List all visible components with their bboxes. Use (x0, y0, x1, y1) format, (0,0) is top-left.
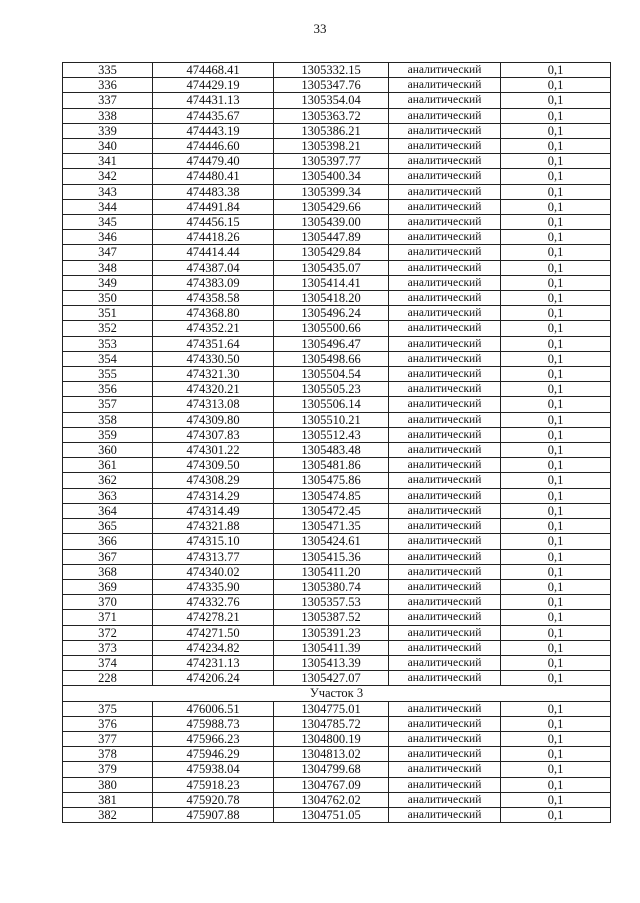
method-cell: аналитический (389, 595, 501, 610)
method-cell: аналитический (389, 336, 501, 351)
point-number-cell: 352 (63, 321, 153, 336)
table-row (63, 260, 611, 275)
coordinates-table (62, 62, 611, 823)
x-coordinate-cell: 474321.88 (153, 519, 274, 534)
y-coordinate-cell: 1304799.68 (274, 762, 389, 777)
y-coordinate-cell: 1305380.74 (274, 579, 389, 594)
method-cell: аналитический (389, 412, 501, 427)
accuracy-cell: 0,1 (501, 777, 611, 792)
method-cell: аналитический (389, 747, 501, 762)
table-row (63, 412, 611, 427)
point-number-cell: 376 (63, 716, 153, 731)
method-cell: аналитический (389, 701, 501, 716)
accuracy-cell: 0,1 (501, 519, 611, 534)
point-number-cell: 365 (63, 519, 153, 534)
table-row (63, 610, 611, 625)
accuracy-cell: 0,1 (501, 792, 611, 807)
x-coordinate-cell: 475946.29 (153, 747, 274, 762)
method-cell: аналитический (389, 78, 501, 93)
table-row (63, 397, 611, 412)
x-coordinate-cell: 474307.83 (153, 427, 274, 442)
accuracy-cell: 0,1 (501, 640, 611, 655)
method-cell: аналитический (389, 762, 501, 777)
accuracy-cell: 0,1 (501, 625, 611, 640)
y-coordinate-cell: 1305435.07 (274, 260, 389, 275)
table-row (63, 488, 611, 503)
point-number-cell: 361 (63, 458, 153, 473)
table-row (63, 807, 611, 822)
y-coordinate-cell: 1305510.21 (274, 412, 389, 427)
point-number-cell: 350 (63, 291, 153, 306)
table-row (63, 336, 611, 351)
method-cell: аналитический (389, 655, 501, 670)
x-coordinate-cell: 474387.04 (153, 260, 274, 275)
y-coordinate-cell: 1305474.85 (274, 488, 389, 503)
accuracy-cell: 0,1 (501, 306, 611, 321)
point-number-cell: 363 (63, 488, 153, 503)
x-coordinate-cell: 474446.60 (153, 139, 274, 154)
table-row (63, 230, 611, 245)
method-cell: аналитический (389, 108, 501, 123)
method-cell: аналитический (389, 549, 501, 564)
method-cell: аналитический (389, 640, 501, 655)
accuracy-cell: 0,1 (501, 108, 611, 123)
accuracy-cell: 0,1 (501, 123, 611, 138)
table-row (63, 199, 611, 214)
y-coordinate-cell: 1305472.45 (274, 503, 389, 518)
table-row (63, 275, 611, 290)
method-cell: аналитический (389, 169, 501, 184)
table-row (63, 701, 611, 716)
method-cell: аналитический (389, 306, 501, 321)
y-coordinate-cell: 1305483.48 (274, 443, 389, 458)
x-coordinate-cell: 474352.21 (153, 321, 274, 336)
x-coordinate-cell: 475988.73 (153, 716, 274, 731)
method-cell: аналитический (389, 351, 501, 366)
table-row (63, 108, 611, 123)
y-coordinate-cell: 1305397.77 (274, 154, 389, 169)
method-cell: аналитический (389, 564, 501, 579)
method-cell: аналитический (389, 260, 501, 275)
table-row (63, 747, 611, 762)
y-coordinate-cell: 1305475.86 (274, 473, 389, 488)
method-cell: аналитический (389, 230, 501, 245)
x-coordinate-cell: 474308.29 (153, 473, 274, 488)
x-coordinate-cell: 475918.23 (153, 777, 274, 792)
accuracy-cell: 0,1 (501, 473, 611, 488)
y-coordinate-cell: 1305386.21 (274, 123, 389, 138)
accuracy-cell: 0,1 (501, 275, 611, 290)
accuracy-cell: 0,1 (501, 427, 611, 442)
accuracy-cell: 0,1 (501, 579, 611, 594)
x-coordinate-cell: 474443.19 (153, 123, 274, 138)
point-number-cell: 344 (63, 199, 153, 214)
method-cell: аналитический (389, 245, 501, 260)
accuracy-cell: 0,1 (501, 184, 611, 199)
y-coordinate-cell: 1305429.84 (274, 245, 389, 260)
table-row (63, 564, 611, 579)
table-row (63, 215, 611, 230)
accuracy-cell: 0,1 (501, 78, 611, 93)
method-cell: аналитический (389, 503, 501, 518)
table-row (63, 625, 611, 640)
accuracy-cell: 0,1 (501, 154, 611, 169)
method-cell: аналитический (389, 63, 501, 78)
point-number-cell: 347 (63, 245, 153, 260)
table-row (63, 671, 611, 686)
method-cell: аналитический (389, 731, 501, 746)
x-coordinate-cell: 475966.23 (153, 731, 274, 746)
y-coordinate-cell: 1305354.04 (274, 93, 389, 108)
x-coordinate-cell: 474332.76 (153, 595, 274, 610)
point-number-cell: 338 (63, 108, 153, 123)
point-number-cell: 362 (63, 473, 153, 488)
y-coordinate-cell: 1305411.20 (274, 564, 389, 579)
method-cell: аналитический (389, 610, 501, 625)
y-coordinate-cell: 1305363.72 (274, 108, 389, 123)
point-number-cell: 353 (63, 336, 153, 351)
x-coordinate-cell: 474435.67 (153, 108, 274, 123)
y-coordinate-cell: 1305332.15 (274, 63, 389, 78)
accuracy-cell: 0,1 (501, 336, 611, 351)
accuracy-cell: 0,1 (501, 351, 611, 366)
point-number-cell: 364 (63, 503, 153, 518)
y-coordinate-cell: 1305506.14 (274, 397, 389, 412)
table-row (63, 154, 611, 169)
table-row (63, 184, 611, 199)
x-coordinate-cell: 474234.82 (153, 640, 274, 655)
table-row (63, 579, 611, 594)
x-coordinate-cell: 474456.15 (153, 215, 274, 230)
method-cell: аналитический (389, 397, 501, 412)
method-cell: аналитический (389, 427, 501, 442)
y-coordinate-cell: 1305387.52 (274, 610, 389, 625)
x-coordinate-cell: 474271.50 (153, 625, 274, 640)
method-cell: аналитический (389, 488, 501, 503)
point-number-cell: 346 (63, 230, 153, 245)
accuracy-cell: 0,1 (501, 595, 611, 610)
y-coordinate-cell: 1304775.01 (274, 701, 389, 716)
x-coordinate-cell: 474206.24 (153, 671, 274, 686)
table-row (63, 306, 611, 321)
y-coordinate-cell: 1305429.66 (274, 199, 389, 214)
table-row (63, 503, 611, 518)
y-coordinate-cell: 1305471.35 (274, 519, 389, 534)
y-coordinate-cell: 1304762.02 (274, 792, 389, 807)
table-row (63, 762, 611, 777)
x-coordinate-cell: 475920.78 (153, 792, 274, 807)
accuracy-cell: 0,1 (501, 260, 611, 275)
accuracy-cell: 0,1 (501, 139, 611, 154)
method-cell: аналитический (389, 671, 501, 686)
y-coordinate-cell: 1304751.05 (274, 807, 389, 822)
method-cell: аналитический (389, 321, 501, 336)
y-coordinate-cell: 1305399.34 (274, 184, 389, 199)
y-coordinate-cell: 1305400.34 (274, 169, 389, 184)
accuracy-cell: 0,1 (501, 93, 611, 108)
table-row (63, 731, 611, 746)
x-coordinate-cell: 474483.38 (153, 184, 274, 199)
y-coordinate-cell: 1305391.23 (274, 625, 389, 640)
point-number-cell: 337 (63, 93, 153, 108)
point-number-cell: 356 (63, 382, 153, 397)
accuracy-cell: 0,1 (501, 230, 611, 245)
x-coordinate-cell: 474358.58 (153, 291, 274, 306)
point-number-cell: 351 (63, 306, 153, 321)
method-cell: аналитический (389, 792, 501, 807)
accuracy-cell: 0,1 (501, 534, 611, 549)
point-number-cell: 382 (63, 807, 153, 822)
table-row (63, 777, 611, 792)
x-coordinate-cell: 475938.04 (153, 762, 274, 777)
point-number-cell: 366 (63, 534, 153, 549)
point-number-cell: 368 (63, 564, 153, 579)
table-row (63, 427, 611, 442)
y-coordinate-cell: 1305398.21 (274, 139, 389, 154)
accuracy-cell: 0,1 (501, 807, 611, 822)
accuracy-cell: 0,1 (501, 215, 611, 230)
x-coordinate-cell: 474418.26 (153, 230, 274, 245)
point-number-cell: 372 (63, 625, 153, 640)
method-cell: аналитический (389, 443, 501, 458)
y-coordinate-cell: 1305500.66 (274, 321, 389, 336)
point-number-cell: 375 (63, 701, 153, 716)
method-cell: аналитический (389, 184, 501, 199)
x-coordinate-cell: 474480.41 (153, 169, 274, 184)
x-coordinate-cell: 474431.13 (153, 93, 274, 108)
table-row (63, 655, 611, 670)
point-number-cell: 357 (63, 397, 153, 412)
x-coordinate-cell: 474340.02 (153, 564, 274, 579)
accuracy-cell: 0,1 (501, 549, 611, 564)
point-number-cell: 343 (63, 184, 153, 199)
table-row (63, 640, 611, 655)
x-coordinate-cell: 474309.80 (153, 412, 274, 427)
point-number-cell: 354 (63, 351, 153, 366)
point-number-cell: 374 (63, 655, 153, 670)
method-cell: аналитический (389, 93, 501, 108)
accuracy-cell: 0,1 (501, 199, 611, 214)
accuracy-cell: 0,1 (501, 716, 611, 731)
y-coordinate-cell: 1305357.53 (274, 595, 389, 610)
method-cell: аналитический (389, 458, 501, 473)
x-coordinate-cell: 474231.13 (153, 655, 274, 670)
table-row (63, 792, 611, 807)
x-coordinate-cell: 476006.51 (153, 701, 274, 716)
y-coordinate-cell: 1305496.24 (274, 306, 389, 321)
method-cell: аналитический (389, 367, 501, 382)
method-cell: аналитический (389, 382, 501, 397)
point-number-cell: 371 (63, 610, 153, 625)
y-coordinate-cell: 1305505.23 (274, 382, 389, 397)
point-number-cell: 369 (63, 579, 153, 594)
method-cell: аналитический (389, 579, 501, 594)
method-cell: аналитический (389, 291, 501, 306)
table-row (63, 595, 611, 610)
y-coordinate-cell: 1305498.66 (274, 351, 389, 366)
table-row (63, 351, 611, 366)
method-cell: аналитический (389, 716, 501, 731)
accuracy-cell: 0,1 (501, 731, 611, 746)
method-cell: аналитический (389, 275, 501, 290)
point-number-cell: 359 (63, 427, 153, 442)
method-cell: аналитический (389, 139, 501, 154)
point-number-cell: 355 (63, 367, 153, 382)
point-number-cell: 339 (63, 123, 153, 138)
accuracy-cell: 0,1 (501, 671, 611, 686)
method-cell: аналитический (389, 519, 501, 534)
table-row (63, 443, 611, 458)
point-number-cell: 228 (63, 671, 153, 686)
y-coordinate-cell: 1305504.54 (274, 367, 389, 382)
x-coordinate-cell: 474321.30 (153, 367, 274, 382)
accuracy-cell: 0,1 (501, 458, 611, 473)
table-row (63, 367, 611, 382)
table-row (63, 716, 611, 731)
y-coordinate-cell: 1305427.07 (274, 671, 389, 686)
table-row (63, 534, 611, 549)
table-row (63, 473, 611, 488)
section-row (63, 686, 611, 701)
x-coordinate-cell: 474313.77 (153, 549, 274, 564)
accuracy-cell: 0,1 (501, 169, 611, 184)
y-coordinate-cell: 1305418.20 (274, 291, 389, 306)
accuracy-cell: 0,1 (501, 701, 611, 716)
y-coordinate-cell: 1305439.00 (274, 215, 389, 230)
accuracy-cell: 0,1 (501, 63, 611, 78)
accuracy-cell: 0,1 (501, 564, 611, 579)
table-row (63, 321, 611, 336)
y-coordinate-cell: 1305414.41 (274, 275, 389, 290)
x-coordinate-cell: 474309.50 (153, 458, 274, 473)
point-number-cell: 381 (63, 792, 153, 807)
method-cell: аналитический (389, 123, 501, 138)
point-number-cell: 342 (63, 169, 153, 184)
table-row (63, 519, 611, 534)
accuracy-cell: 0,1 (501, 747, 611, 762)
x-coordinate-cell: 474368.80 (153, 306, 274, 321)
point-number-cell: 335 (63, 63, 153, 78)
x-coordinate-cell: 474491.84 (153, 199, 274, 214)
accuracy-cell: 0,1 (501, 443, 611, 458)
point-number-cell: 349 (63, 275, 153, 290)
method-cell: аналитический (389, 625, 501, 640)
point-number-cell: 380 (63, 777, 153, 792)
x-coordinate-cell: 474335.90 (153, 579, 274, 594)
page-number: 33 (313, 21, 327, 36)
x-coordinate-cell: 474429.19 (153, 78, 274, 93)
point-number-cell: 370 (63, 595, 153, 610)
point-number-cell: 348 (63, 260, 153, 275)
point-number-cell: 358 (63, 412, 153, 427)
y-coordinate-cell: 1305347.76 (274, 78, 389, 93)
x-coordinate-cell: 474479.40 (153, 154, 274, 169)
section-title: Участок 3 (63, 686, 611, 701)
table-row (63, 123, 611, 138)
point-number-cell: 379 (63, 762, 153, 777)
accuracy-cell: 0,1 (501, 503, 611, 518)
point-number-cell: 336 (63, 78, 153, 93)
x-coordinate-cell: 474468.41 (153, 63, 274, 78)
method-cell: аналитический (389, 473, 501, 488)
accuracy-cell: 0,1 (501, 367, 611, 382)
y-coordinate-cell: 1305447.89 (274, 230, 389, 245)
point-number-cell: 341 (63, 154, 153, 169)
accuracy-cell: 0,1 (501, 321, 611, 336)
y-coordinate-cell: 1304813.02 (274, 747, 389, 762)
x-coordinate-cell: 474314.49 (153, 503, 274, 518)
accuracy-cell: 0,1 (501, 291, 611, 306)
x-coordinate-cell: 474320.21 (153, 382, 274, 397)
point-number-cell: 345 (63, 215, 153, 230)
x-coordinate-cell: 474314.29 (153, 488, 274, 503)
accuracy-cell: 0,1 (501, 488, 611, 503)
table-row (63, 458, 611, 473)
y-coordinate-cell: 1304785.72 (274, 716, 389, 731)
method-cell: аналитический (389, 215, 501, 230)
x-coordinate-cell: 474351.64 (153, 336, 274, 351)
point-number-cell: 377 (63, 731, 153, 746)
x-coordinate-cell: 474330.50 (153, 351, 274, 366)
accuracy-cell: 0,1 (501, 610, 611, 625)
point-number-cell: 340 (63, 139, 153, 154)
y-coordinate-cell: 1305424.61 (274, 534, 389, 549)
x-coordinate-cell: 474313.08 (153, 397, 274, 412)
coordinates-table-body (63, 63, 611, 823)
point-number-cell: 373 (63, 640, 153, 655)
table-row (63, 93, 611, 108)
method-cell: аналитический (389, 154, 501, 169)
point-number-cell: 360 (63, 443, 153, 458)
accuracy-cell: 0,1 (501, 382, 611, 397)
y-coordinate-cell: 1305415.36 (274, 549, 389, 564)
table-row (63, 291, 611, 306)
x-coordinate-cell: 474414.44 (153, 245, 274, 260)
method-cell: аналитический (389, 777, 501, 792)
method-cell: аналитический (389, 807, 501, 822)
x-coordinate-cell: 474315.10 (153, 534, 274, 549)
x-coordinate-cell: 474301.22 (153, 443, 274, 458)
table-row (63, 382, 611, 397)
table-row (63, 245, 611, 260)
table-row (63, 78, 611, 93)
accuracy-cell: 0,1 (501, 245, 611, 260)
table-row (63, 139, 611, 154)
method-cell: аналитический (389, 199, 501, 214)
table-row (63, 549, 611, 564)
x-coordinate-cell: 475907.88 (153, 807, 274, 822)
point-number-cell: 367 (63, 549, 153, 564)
y-coordinate-cell: 1305512.43 (274, 427, 389, 442)
method-cell: аналитический (389, 534, 501, 549)
y-coordinate-cell: 1305496.47 (274, 336, 389, 351)
accuracy-cell: 0,1 (501, 412, 611, 427)
table-row (63, 169, 611, 184)
y-coordinate-cell: 1305411.39 (274, 640, 389, 655)
point-number-cell: 378 (63, 747, 153, 762)
y-coordinate-cell: 1304767.09 (274, 777, 389, 792)
accuracy-cell: 0,1 (501, 762, 611, 777)
accuracy-cell: 0,1 (501, 397, 611, 412)
y-coordinate-cell: 1305481.86 (274, 458, 389, 473)
x-coordinate-cell: 474383.09 (153, 275, 274, 290)
table-row (63, 63, 611, 78)
y-coordinate-cell: 1305413.39 (274, 655, 389, 670)
y-coordinate-cell: 1304800.19 (274, 731, 389, 746)
x-coordinate-cell: 474278.21 (153, 610, 274, 625)
accuracy-cell: 0,1 (501, 655, 611, 670)
